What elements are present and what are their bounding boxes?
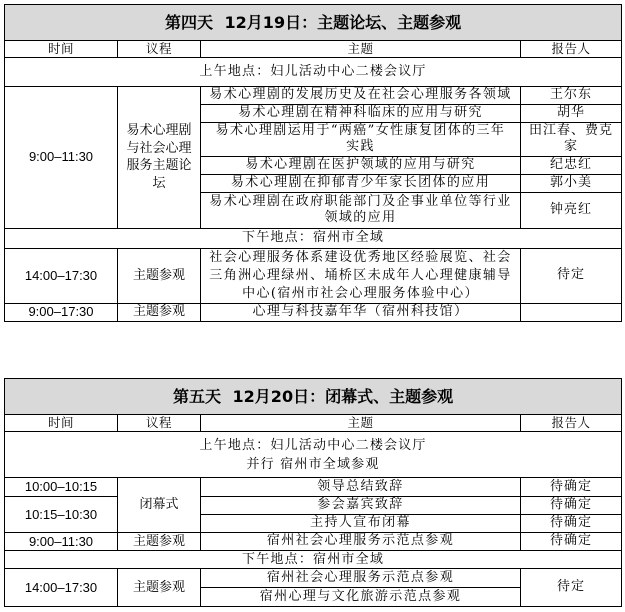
topic-cell: [201, 87, 521, 105]
speaker-cell: 田江春、费克家: [521, 122, 622, 156]
speaker-cell: 胡华: [521, 105, 622, 123]
speaker-cell: 待确定: [521, 478, 622, 497]
session-agenda-text: 易术心理剧与社会心理服务主题论坛: [126, 123, 192, 191]
speaker-cell: 待定: [521, 569, 622, 607]
time-column-header: 时间: [5, 41, 118, 58]
topic-cell: [201, 174, 521, 192]
topic-column-header: 主题: [201, 41, 521, 58]
location-row: [5, 58, 622, 87]
time-column-header: 时间: [5, 415, 118, 432]
topic-cell: [201, 248, 521, 303]
speaker-cell: 待确定: [521, 533, 622, 551]
session-agenda: 主题参观: [118, 248, 201, 303]
topic-line: 易术心理剧在医护领域的应用与研究: [245, 156, 476, 172]
session-time: 10:00–10:15: [5, 478, 118, 497]
topic-line: 主持人宣布闭幕: [310, 515, 411, 531]
session-agenda: 主题参观: [118, 303, 201, 321]
speaker-cell-empty: [521, 303, 622, 321]
topic-line: 宿州心理与文化旅游示范点参观: [259, 588, 462, 604]
speaker-column-header: 报告人: [521, 415, 622, 432]
speaker-cell: 王尔东: [521, 87, 622, 105]
session-agenda: [118, 87, 201, 229]
agenda-column-header: 议程: [118, 415, 201, 432]
topic-line: 易术心理剧在抑郁青少年家长团体的应用: [230, 174, 491, 190]
topic-line: 实践: [346, 139, 375, 154]
topic-cell: [201, 156, 521, 174]
session-time: 10:15–10:30: [5, 497, 118, 533]
day5-schedule-table: [4, 378, 622, 607]
day-title: 第五天 12月20日：闭幕式、主题参观: [5, 379, 622, 415]
session-time: 14:00–17:30: [5, 248, 118, 303]
topic-cell: [201, 105, 521, 123]
session-time: 9:00–11:30: [5, 87, 118, 229]
topic-cell: [201, 588, 521, 607]
table-row: [5, 87, 622, 105]
table-row: [5, 303, 622, 321]
session-time: 9:00–17:30: [5, 303, 118, 321]
agenda-column-header: 议程: [118, 41, 201, 58]
title-row: [5, 5, 622, 41]
topic-line: 社会心理服务体系建设优秀地区经验展览、社会: [209, 249, 512, 265]
morning-location: [5, 432, 622, 478]
afternoon-location: 下午地点：宿州市全域: [5, 228, 622, 248]
topic-cell: [201, 478, 521, 497]
speaker-cell: 郭小美: [521, 174, 622, 192]
session-time: 14:00–17:30: [5, 569, 118, 607]
speaker-column-header: 报告人: [521, 41, 622, 58]
table-row: [5, 569, 622, 588]
table-row: [5, 248, 622, 303]
afternoon-location: 下午地点：宿州市全域: [5, 551, 622, 569]
topic-line: 领导总结致辞: [317, 478, 404, 494]
topic-line: 宿州社会心理服务示范点参观: [266, 569, 455, 585]
location-row: [5, 432, 622, 478]
session-time: 9:00–11:30: [5, 533, 118, 551]
table-row: [5, 533, 622, 551]
location-line: 并行 宿州市全域参观: [246, 456, 380, 472]
table-row: [5, 497, 622, 515]
title-row: [5, 379, 622, 415]
topic-line: 易术心理剧的发展历史及在社会心理服务各领域: [209, 87, 512, 103]
column-header-row: [5, 415, 622, 432]
topic-line: 易术心理剧在政府职能部门及企事业单位等行业: [209, 193, 512, 209]
session-agenda: 闭幕式: [118, 478, 201, 533]
topic-cell: [201, 122, 521, 156]
location-row: [5, 228, 622, 248]
topic-cell: [201, 192, 521, 228]
morning-location: 上午地点：妇儿活动中心二楼会议厅: [5, 58, 622, 87]
speaker-cell: 待确定: [521, 515, 622, 533]
topic-line: 中心(宿州市社会心理服务体验中心）: [242, 285, 479, 301]
day-title: 第四天 12月19日：主题论坛、主题参观: [5, 5, 622, 41]
day4-schedule-table: [4, 4, 622, 322]
speaker-cell: 待确定: [521, 497, 622, 515]
location-row: [5, 551, 622, 569]
topic-column-header: 主题: [201, 415, 521, 432]
topic-cell: [201, 533, 521, 551]
topic-line: 三角洲心理绿州、埇桥区未成年人心理健康辅导: [209, 267, 512, 283]
topic-line: 心理与科技嘉年华（宿州科技馆）: [252, 303, 469, 319]
location-line: 上午地点：妇儿活动中心二楼会议厅: [199, 437, 427, 453]
topic-line: 易术心理剧在精神科临床的应用与研究: [238, 105, 483, 120]
topic-line: 易术心理剧运用于“两癌”女性康复团体的三年: [215, 122, 506, 138]
table-row: [5, 478, 622, 497]
column-header-row: [5, 41, 622, 58]
topic-line: 领域的应用: [324, 210, 397, 225]
session-agenda: 主题参观: [118, 569, 201, 607]
speaker-cell: 纪忠红: [521, 156, 622, 174]
topic-line: 参会嘉宾致辞: [317, 497, 404, 513]
speaker-cell: 待定: [521, 248, 622, 303]
topic-cell: [201, 515, 521, 533]
topic-line: 宿州社会心理服务示范点参观: [266, 533, 455, 549]
topic-cell: [201, 497, 521, 515]
topic-cell: [201, 569, 521, 588]
speaker-cell: 钟亮红: [521, 192, 622, 228]
session-agenda: 主题参观: [118, 533, 201, 551]
topic-cell: [201, 303, 521, 321]
